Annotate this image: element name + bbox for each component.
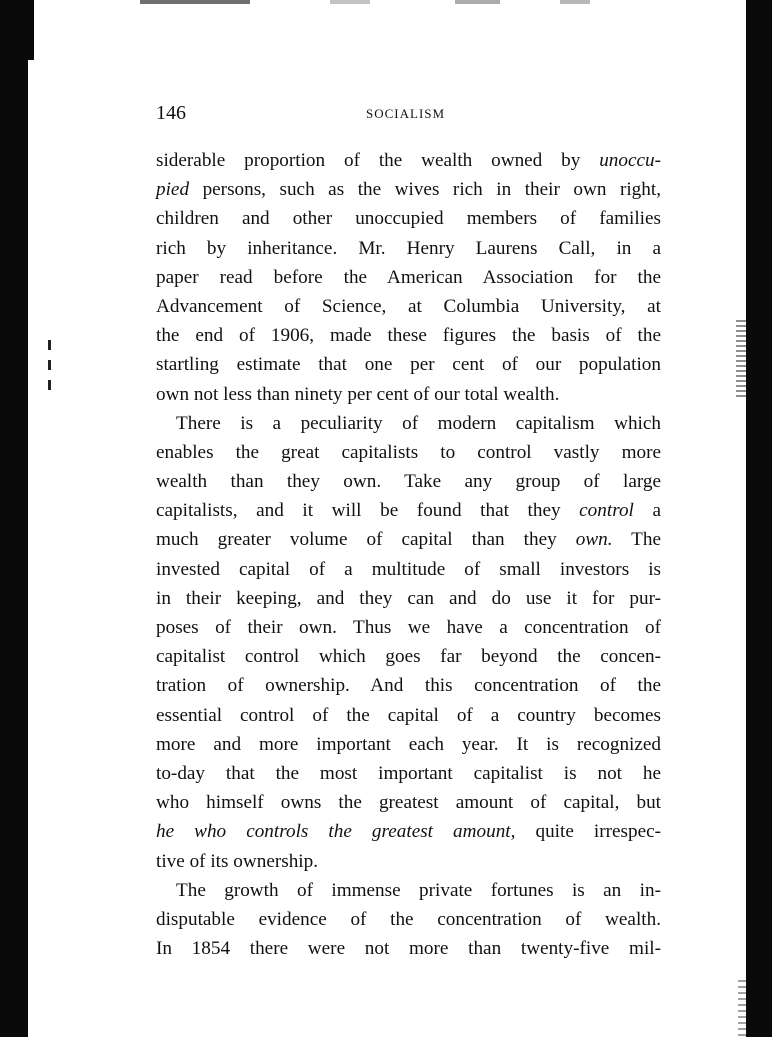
text-line [156, 905, 661, 934]
scan-right-margin [746, 0, 772, 1037]
text-run: tive of its ownership. [156, 850, 319, 872]
italic-text: own. [575, 529, 613, 551]
text-run: own not less than ninety per cent of our total wealth. [156, 383, 560, 405]
running-head: SOCIALISM [366, 106, 446, 121]
text-run: capitalist control which goes far beyond the concen- [156, 646, 661, 668]
text-run: siderable proportion of the wealth owned by [156, 150, 600, 171]
text-line [156, 496, 661, 525]
text-run: enables the great capitalists to control vastly more [156, 441, 661, 463]
text-line [156, 292, 661, 321]
scan-right-speckle-bottom [738, 980, 746, 1037]
text-line [156, 817, 661, 846]
text-run: wealth than they own. Take any group of large [156, 471, 661, 493]
scan-top-smudge [560, 0, 590, 4]
text-line [156, 788, 661, 817]
scan-left-notch [28, 0, 34, 60]
text-line [156, 555, 661, 584]
text-line [156, 263, 661, 292]
scan-left-margin [0, 0, 28, 1037]
text-line [156, 525, 661, 554]
text-run: much greater volume of capital than they [156, 529, 576, 551]
text-line [156, 584, 661, 613]
text-line [156, 759, 661, 788]
text-run: persons, such as the wives rich in their own right, [189, 179, 661, 201]
italic-text: unoccu- [599, 150, 661, 171]
text-run: In 1854 there were not more than twenty-five mil- [156, 938, 661, 960]
text-line [156, 409, 661, 438]
text-line [156, 146, 661, 175]
text-run: essential control of the capital of a country becomes [156, 704, 661, 726]
text-line [156, 876, 661, 905]
text-line [156, 613, 661, 642]
text-line [156, 730, 661, 759]
text-line [156, 350, 661, 379]
text-run: startling estimate that one per cent of our population [156, 354, 661, 376]
text-run: in their keeping, and they can and do use it for pur- [156, 587, 661, 609]
text-run: tration of ownership. And this concentration of the [156, 675, 661, 697]
italic-text: control [579, 500, 634, 522]
italic-text: pied [156, 179, 190, 201]
text-run: There is a peculiarity of modern capitalism which [176, 412, 661, 434]
scan-right-speckle [736, 320, 746, 400]
text-run: invested capital of a multitude of small investors is [156, 558, 661, 580]
text-line [156, 204, 661, 233]
text-run: The growth of immense private fortunes is an in- [176, 879, 661, 901]
text-line [156, 438, 661, 467]
text-run: who himself owns the greatest amount of capital, but [156, 792, 661, 814]
text-line [156, 380, 661, 409]
text-run: paper read before the American Association for the [156, 266, 661, 288]
text-line [156, 467, 661, 496]
text-run: poses of their own. Thus we have a concentration of [156, 617, 661, 638]
italic-text: he who controls the greatest amount, [156, 821, 516, 843]
text-line [156, 321, 661, 350]
text-line [156, 847, 661, 876]
text-run: disputable evidence of the concentration of wealth. [156, 908, 661, 930]
scan-top-smudge [140, 0, 250, 4]
text-line [156, 671, 661, 700]
text-line [156, 701, 661, 730]
page-header [156, 100, 661, 126]
text-line [156, 175, 661, 204]
text-line [156, 642, 661, 671]
scan-top-smudge [455, 0, 500, 4]
text-run: quite irrespec- [515, 821, 661, 843]
text-line [156, 934, 661, 963]
text-run: The [612, 529, 662, 551]
text-run: more and more important each year. It is recognized [156, 733, 661, 755]
text-line [156, 234, 661, 263]
text-run: Advancement of Science, at Columbia University, at [156, 295, 661, 317]
text-run: a [633, 500, 661, 522]
margin-pencil-marks [44, 340, 64, 402]
page-number: 146 [156, 102, 186, 124]
scan-top-smudge [330, 0, 370, 4]
text-run: rich by inheritance. Mr. Henry Laurens Call, in a [156, 237, 661, 259]
text-run: to-day that the most important capitalist is not he [156, 762, 661, 784]
body-text [156, 146, 661, 963]
text-run: the end of 1906, made these figures the basis of the [156, 325, 661, 347]
text-run: children and other unoccupied members of families [156, 208, 661, 230]
text-run: capitalists, and it will be found that they [156, 500, 580, 522]
